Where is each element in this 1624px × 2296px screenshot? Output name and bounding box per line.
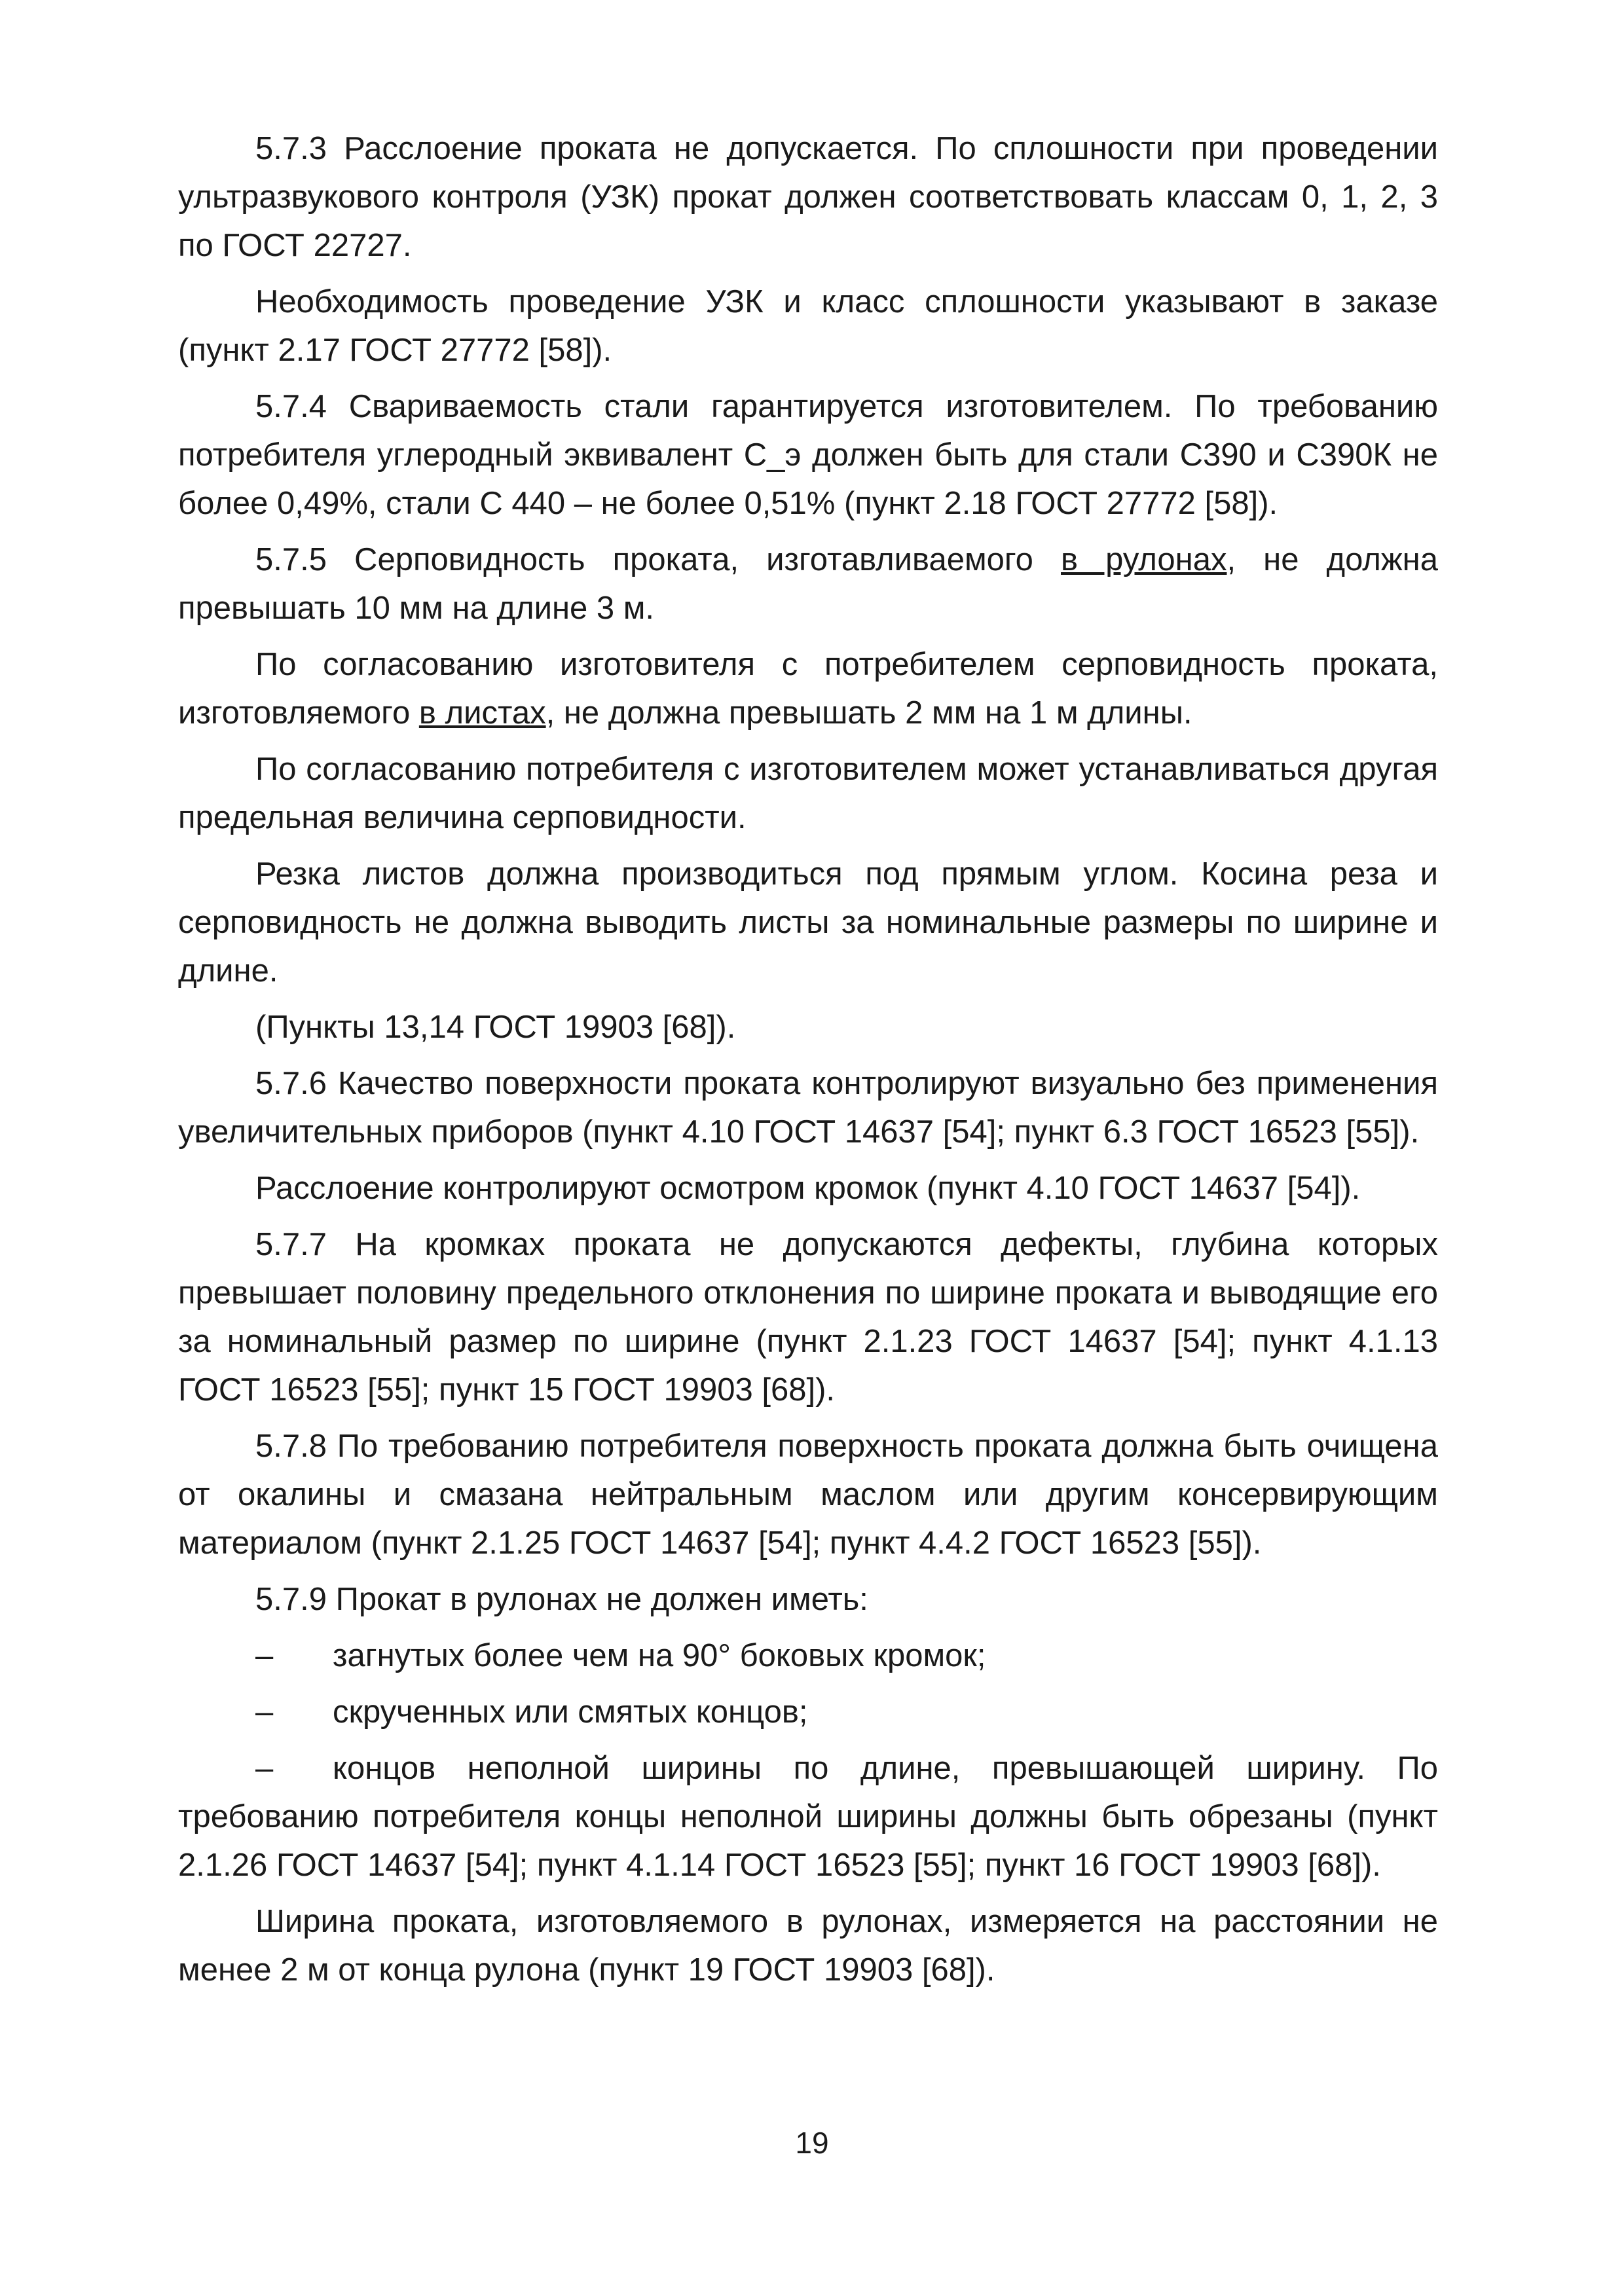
page-number: 19 (795, 2126, 829, 2160)
paragraph-width-measurement: Ширина проката, изготовляемого в рулонах, измеряется на расстоянии не менее 2 м от конца рулона (пункт 19 ГОСТ 19903 [68]). (178, 1904, 1438, 1988)
text-run: 5.7.5 Серповидность проката, изготавливаемого (255, 542, 1061, 577)
text-run: , не должна превышать 2 мм на 1 м длины. (545, 695, 1192, 731)
underlined-text: в листах (418, 695, 546, 731)
paragraph-sheet-camber (178, 640, 1438, 737)
paragraph-5-7-5 (178, 536, 1438, 632)
list-item (178, 1631, 1438, 1680)
underlined-text: в рулонах (1061, 542, 1227, 577)
dash-marker: – (255, 1638, 274, 1673)
text-run: По согласованию изготовителя с потребителем серповидность проката, изготовляемого (178, 647, 1438, 731)
document-page (178, 124, 1438, 2002)
paragraph-reference: (Пункты 13,14 ГОСТ 19903 [68]). (255, 1010, 736, 1045)
paragraph-5-7-9: 5.7.9 Прокат в рулонах не должен иметь: (255, 1582, 868, 1617)
paragraph-5-7-8: 5.7.8 По требованию потребителя поверхность проката должна быть очищена от окалины и смазана нейтральным маслом или другим консервирующим материалом (пункт 2.1.25 ГОСТ 14637 [54]; пункт 4.4.2 ГОСТ 16523 [55]). (178, 1429, 1438, 1561)
paragraph-5-7-3: 5.7.3 Расслоение проката не допускается. По сплошности при проведении ультразвукового контроля (УЗК) прокат должен соответствовать классам 0, 1, 2, 3 по ГОСТ 22727. (178, 131, 1438, 263)
list-item-text: концов неполной ширины по длине, превышающей ширину. По требованию потребителя концы неполной ширины должны быть обрезаны (пункт 2.1.26 ГОСТ 14637 [54]; пункт 4.1.14 ГОСТ 16523 [55]; пункт 16 ГОСТ 19903 [68]). (178, 1751, 1438, 1883)
text-run: , не должна превышать 10 мм на длине 3 м. (178, 542, 1438, 626)
paragraph-5-7-4: 5.7.4 Свариваемость стали гарантируется изготовителем. По требованию потребителя углеродный эквивалент С_э должен быть для стали С390 и С390К не более 0,49%, стали С 440 – не более 0,51% (пункт 2.18 ГОСТ 27772 [58]). (178, 389, 1438, 521)
paragraph-5-7-7: 5.7.7 На кромках проката не допускаются дефекты, глубина которых превышает половину предельного отклонения по ширине проката и выводящие его за номинальный размер по ширине (пункт 2.1.23 ГОСТ 14637 [54]; пункт 4.1.13 ГОСТ 16523 [55]; пункт 15 ГОСТ 19903 [68]). (178, 1227, 1438, 1408)
paragraph-delamination-control: Расслоение контролируют осмотром кромок (пункт 4.10 ГОСТ 14637 [54]). (255, 1171, 1361, 1206)
paragraph-uzk-class: Необходимость проведение УЗК и класс сплошности указывают в заказе (пункт 2.17 ГОСТ 27772 [58]). (178, 284, 1438, 368)
paragraph-5-7-6: 5.7.6 Качество поверхности проката контролируют визуально без применения увеличительных приборов (пункт 4.10 ГОСТ 14637 [54]; пункт 6.3 ГОСТ 16523 [55]). (178, 1066, 1438, 1150)
list-item (178, 1744, 1438, 1889)
list-item-text: скрученных или смятых концов; (333, 1694, 808, 1730)
paragraph-other-camber: По согласованию потребителя с изготовителем может устанавливаться другая предельная величина серповидности. (178, 752, 1438, 835)
paragraph-sheet-cutting: Резка листов должна производиться под прямым углом. Косина реза и серповидность не должна выводить листы за номинальные размеры по ширине и длине. (178, 856, 1438, 989)
list-item-text: загнутых более чем на 90° боковых кромок; (333, 1638, 986, 1673)
list-item (178, 1688, 1438, 1736)
dash-marker: – (255, 1751, 274, 1786)
dash-marker: – (255, 1694, 274, 1730)
